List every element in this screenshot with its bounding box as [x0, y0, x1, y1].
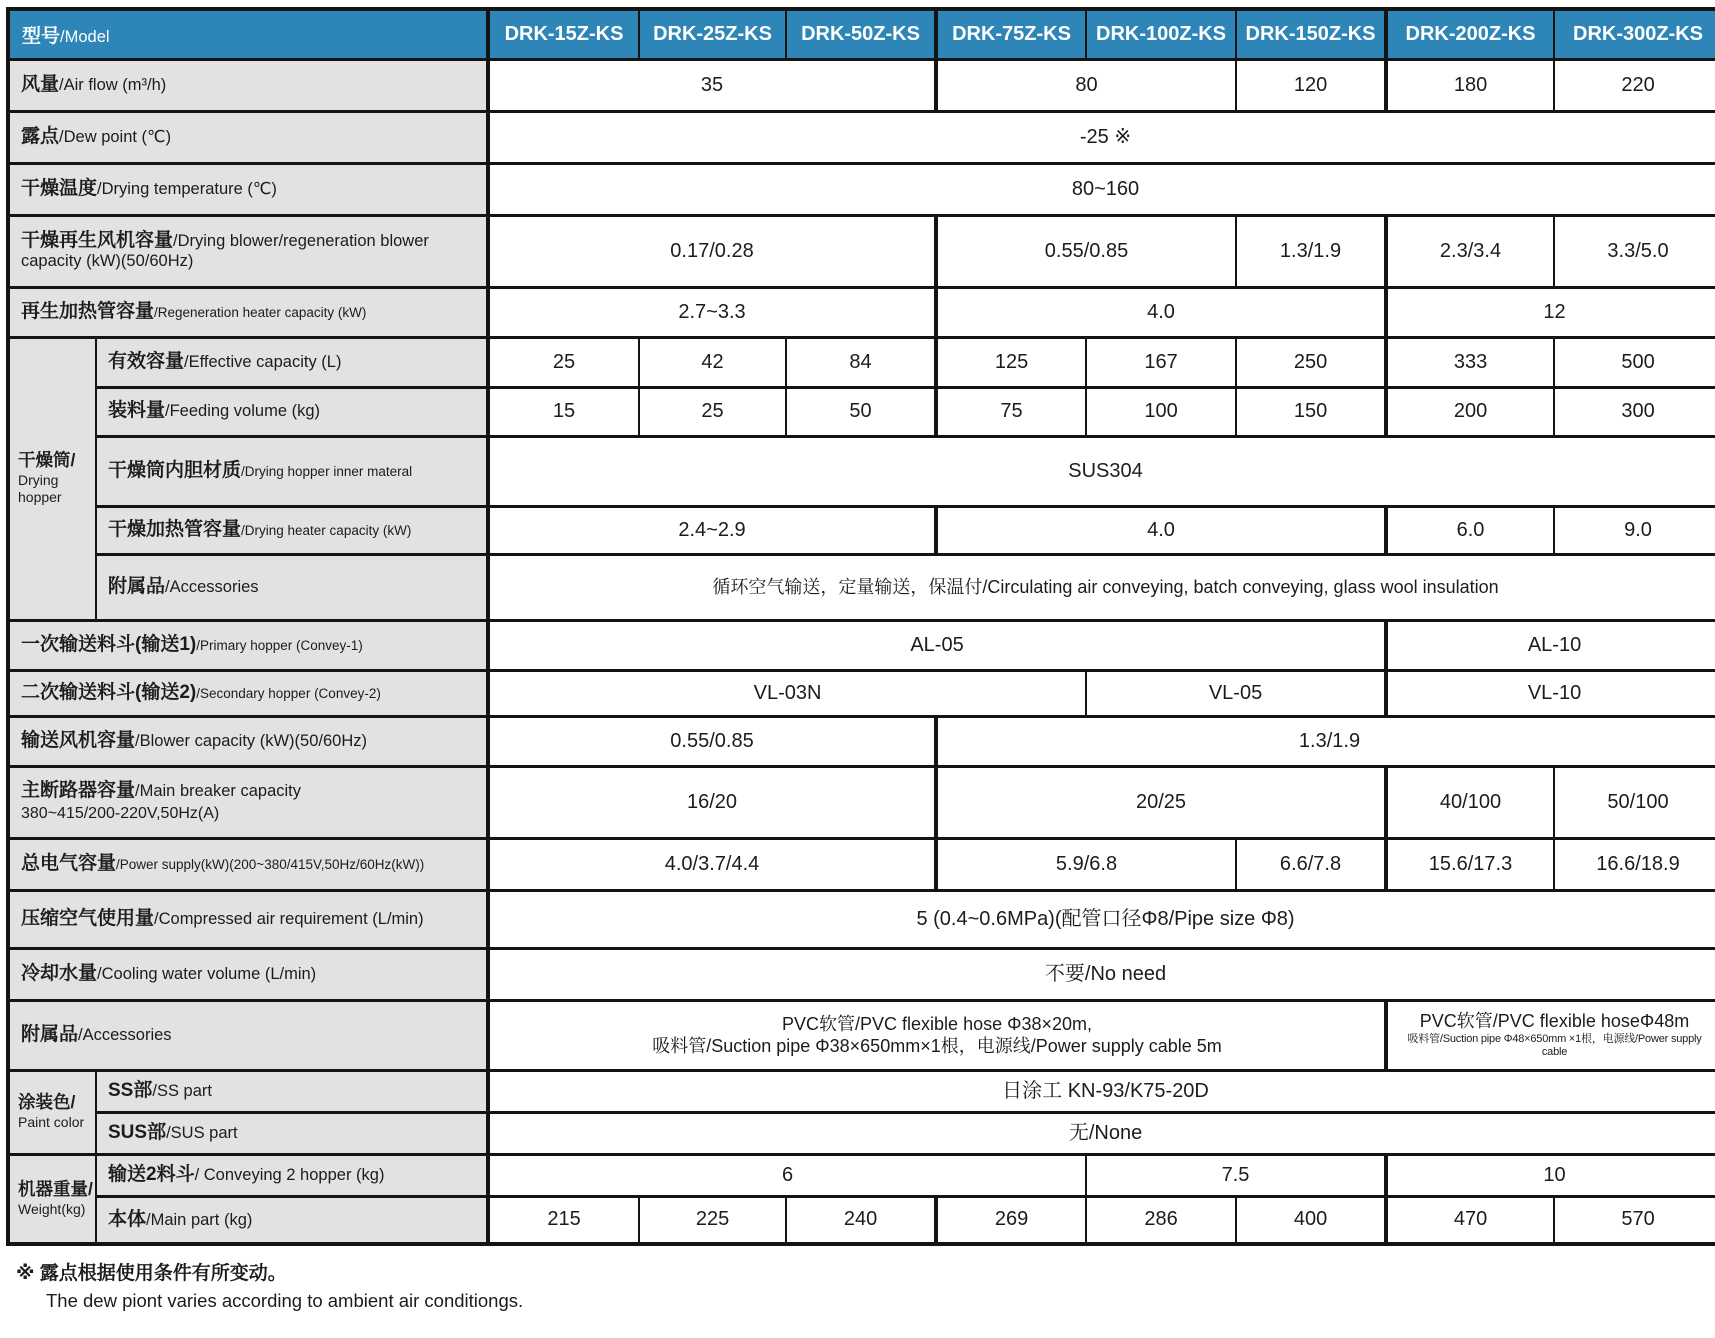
table-row: [8, 111, 1715, 163]
table-row: [8, 620, 1715, 670]
model-header-cell: DRK-75Z-KS: [936, 9, 1086, 59]
row-label: 输送2料斗/ Conveying 2 hopper (kg): [96, 1154, 488, 1196]
spec-cell: 16.6/18.9: [1554, 838, 1715, 890]
spec-cell: 7.5: [1086, 1154, 1386, 1196]
spec-cell: 5 (0.4~0.6MPa)(配管口径Φ8/Pipe size Φ8): [488, 890, 1715, 948]
spec-cell: 80~160: [488, 163, 1715, 215]
spec-cell: 286: [1086, 1196, 1236, 1244]
spec-cell: 50: [786, 387, 936, 436]
spec-cell: VL-10: [1386, 670, 1715, 716]
model-header-cell: DRK-300Z-KS: [1554, 9, 1715, 59]
model-header-cell: DRK-25Z-KS: [639, 9, 786, 59]
spec-cell: 120: [1236, 59, 1386, 111]
table-row: [8, 506, 1715, 554]
table-row: [8, 554, 1715, 620]
table-row: [8, 337, 1715, 387]
row-label: 一次输送料斗(输送1)/Primary hopper (Convey-1): [8, 620, 488, 670]
model-column-header: 型号/Model: [8, 9, 488, 59]
spec-cell: PVC软管/PVC flexible hose Φ38×20m, 吸料管/Suction pipe Φ38×650mm×1根，电源线/Power supply cable 5m: [488, 1000, 1386, 1070]
row-label: SS部/SS part: [96, 1070, 488, 1112]
table-row: [8, 890, 1715, 948]
row-label: 干燥筒内胆材质/Drying hopper inner materal: [96, 436, 488, 506]
spec-cell: 0.55/0.85: [936, 215, 1236, 287]
spec-cell: 220: [1554, 59, 1715, 111]
spec-cell: 100: [1086, 387, 1236, 436]
table-row: [8, 215, 1715, 287]
spec-cell: 570: [1554, 1196, 1715, 1244]
group-label: 干燥筒/ Drying hopper: [8, 337, 96, 620]
spec-cell: 269: [936, 1196, 1086, 1244]
spec-cell: -25 ※: [488, 111, 1715, 163]
spec-cell: 400: [1236, 1196, 1386, 1244]
table-row: [8, 1154, 1715, 1196]
spec-table-body: [8, 59, 1715, 1244]
spec-cell: 6.0: [1386, 506, 1554, 554]
row-label: 有效容量/Effective capacity (L): [96, 337, 488, 387]
spec-cell: 215: [488, 1196, 639, 1244]
row-label: 再生加热管容量/Regeneration heater capacity (kW): [8, 287, 488, 337]
row-label: 总电气容量/Power supply(kW)(200~380/415V,50Hz/60Hz(kW)): [8, 838, 488, 890]
row-label: 附属品/Accessories: [96, 554, 488, 620]
row-label: 附属品/Accessories: [8, 1000, 488, 1070]
table-row: [8, 436, 1715, 506]
spec-cell: AL-10: [1386, 620, 1715, 670]
group-label: 机器重量/ Weight(kg): [8, 1154, 96, 1244]
model-header-cell: DRK-15Z-KS: [488, 9, 639, 59]
footnote: [16, 1260, 1710, 1314]
spec-cell: 循环空气输送，定量输送，保温付/Circulating air conveying, batch conveying, glass wool insulation: [488, 554, 1715, 620]
spec-cell: 6.6/7.8: [1236, 838, 1386, 890]
row-label: 本体/Main part (kg): [96, 1196, 488, 1244]
row-label: 干燥温度/Drying temperature (℃): [8, 163, 488, 215]
table-row: [8, 1000, 1715, 1070]
spec-cell: 40/100: [1386, 766, 1554, 838]
spec-cell: 15.6/17.3: [1386, 838, 1554, 890]
spec-cell: 0.55/0.85: [488, 716, 936, 766]
spec-cell: 不要/No need: [488, 948, 1715, 1000]
spec-cell: 无/None: [488, 1112, 1715, 1154]
spec-cell: 10: [1386, 1154, 1715, 1196]
spec-cell: 4.0/3.7/4.4: [488, 838, 936, 890]
row-label: SUS部/SUS part: [96, 1112, 488, 1154]
spec-cell: 2.3/3.4: [1386, 215, 1554, 287]
spec-cell: 333: [1386, 337, 1554, 387]
spec-cell: AL-05: [488, 620, 1386, 670]
spec-cell: 84: [786, 337, 936, 387]
spec-cell: 300: [1554, 387, 1715, 436]
table-row: [8, 670, 1715, 716]
spec-cell: 167: [1086, 337, 1236, 387]
table-header-row: [8, 9, 1715, 59]
spec-cell: 4.0: [936, 287, 1386, 337]
spec-cell: 16/20: [488, 766, 936, 838]
model-header-cell: DRK-200Z-KS: [1386, 9, 1554, 59]
spec-cell: 2.4~2.9: [488, 506, 936, 554]
spec-cell: 50/100: [1554, 766, 1715, 838]
spec-cell: 225: [639, 1196, 786, 1244]
row-label: 装料量/Feeding volume (kg): [96, 387, 488, 436]
spec-cell: VL-05: [1086, 670, 1386, 716]
row-label: 冷却水量/Cooling water volume (L/min): [8, 948, 488, 1000]
spec-cell: 42: [639, 337, 786, 387]
table-row: [8, 1112, 1715, 1154]
table-row: [8, 163, 1715, 215]
spec-cell: PVC软管/PVC flexible hoseΦ48m 吸料管/Suction pipe Φ48×650mm ×1根，电源线/Power supply cable: [1386, 1000, 1715, 1070]
spec-cell: 35: [488, 59, 936, 111]
spec-cell: 250: [1236, 337, 1386, 387]
spec-table: [6, 7, 1715, 1246]
table-row: [8, 766, 1715, 838]
spec-cell: 470: [1386, 1196, 1554, 1244]
footnote-line-zh: ※ 露点根据使用条件有所变动。: [16, 1263, 287, 1284]
row-label: 输送风机容量/Blower capacity (kW)(50/60Hz): [8, 716, 488, 766]
spec-cell: 12: [1386, 287, 1715, 337]
spec-cell: 240: [786, 1196, 936, 1244]
table-row: [8, 287, 1715, 337]
spec-cell: 25: [639, 387, 786, 436]
model-header-cell: DRK-50Z-KS: [786, 9, 936, 59]
spec-cell: 150: [1236, 387, 1386, 436]
spec-cell: 日涂工 KN-93/K75-20D: [488, 1070, 1715, 1112]
spec-cell: 3.3/5.0: [1554, 215, 1715, 287]
row-label: 干燥加热管容量/Drying heater capacity (kW): [96, 506, 488, 554]
table-row: [8, 1070, 1715, 1112]
spec-cell: 9.0: [1554, 506, 1715, 554]
spec-cell: 200: [1386, 387, 1554, 436]
group-label: 涂装色/ Paint color: [8, 1070, 96, 1154]
row-label: 干燥再生风机容量/Drying blower/regeneration blower capacity (kW)(50/60Hz): [8, 215, 488, 287]
spec-cell: SUS304: [488, 436, 1715, 506]
row-label: 二次输送料斗(输送2)/Secondary hopper (Convey-2): [8, 670, 488, 716]
table-row: [8, 1196, 1715, 1244]
row-label: 压缩空气使用量/Compressed air requirement (L/min): [8, 890, 488, 948]
row-label: 主断路器容量/Main breaker capacity 380~415/200-220V,50Hz(A): [8, 766, 488, 838]
row-label: 风量/Air flow (m³/h): [8, 59, 488, 111]
spec-cell: 500: [1554, 337, 1715, 387]
model-header-cell: DRK-100Z-KS: [1086, 9, 1236, 59]
spec-cell: 80: [936, 59, 1236, 111]
spec-cell: 4.0: [936, 506, 1386, 554]
spec-cell: 180: [1386, 59, 1554, 111]
spec-cell: 5.9/6.8: [936, 838, 1236, 890]
spec-cell: 1.3/1.9: [1236, 215, 1386, 287]
table-row: [8, 59, 1715, 111]
table-row: [8, 838, 1715, 890]
table-row: [8, 387, 1715, 436]
spec-cell: 15: [488, 387, 639, 436]
spec-cell: 0.17/0.28: [488, 215, 936, 287]
row-label: 露点/Dew point (℃): [8, 111, 488, 163]
spec-cell: 6: [488, 1154, 1086, 1196]
model-header-cell: DRK-150Z-KS: [1236, 9, 1386, 59]
spec-cell: 75: [936, 387, 1086, 436]
table-row: [8, 948, 1715, 1000]
spec-cell: VL-03N: [488, 670, 1086, 716]
spec-cell: 2.7~3.3: [488, 287, 936, 337]
spec-cell: 25: [488, 337, 639, 387]
spec-cell: 20/25: [936, 766, 1386, 838]
spec-cell: 125: [936, 337, 1086, 387]
footnote-line-en: The dew piont varies according to ambient air conditiongs.: [46, 1289, 524, 1311]
table-row: [8, 716, 1715, 766]
spec-cell: 1.3/1.9: [936, 716, 1715, 766]
